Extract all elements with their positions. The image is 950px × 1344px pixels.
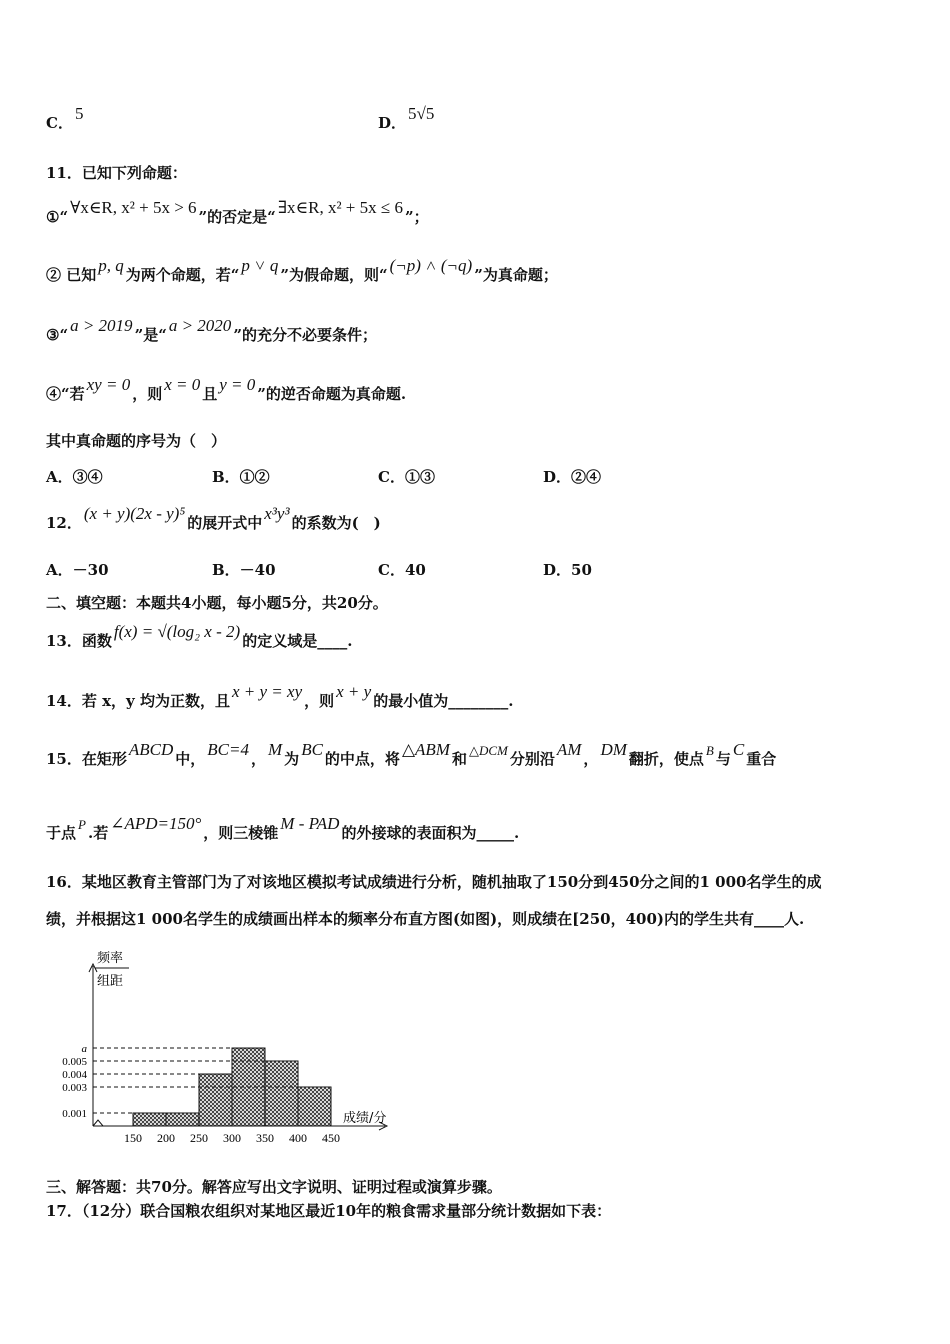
x-tick-label: 450 bbox=[322, 1131, 340, 1145]
histogram-bar bbox=[133, 1113, 166, 1126]
q16-line-2: 绩，并根据这1 000名学生的成绩画出样本的频率分布直方图(如图)，则成绩在[250，400)内的学生共有____人. bbox=[46, 910, 805, 928]
q13-stem: 13．函数 f(x) = √(log₂ x - 2) 的定义域是____. bbox=[46, 622, 353, 650]
q12-option-b: B．－40 bbox=[212, 561, 276, 579]
q12-option-a: A．－30 bbox=[46, 561, 109, 579]
y-tick-label: 0.004 bbox=[62, 1069, 87, 1081]
q11-proposition-2: ② 已知 p, q 为两个命题，若“ p ˅ q ”为假命题，则“ (¬p) ˄ (¬q) ”为真命题； bbox=[46, 256, 558, 284]
q11-option-a: A．③④ bbox=[46, 468, 103, 486]
q10-option-d: D． 5√5 bbox=[378, 104, 435, 132]
y-axis-title-bottom: 组距 bbox=[97, 974, 124, 989]
q17-stem: 17．（12分）联合国粮农组织对某地区最近10年的粮食需求量部分统计数据如下表： bbox=[46, 1202, 612, 1220]
q14-stem: 14．若 x，y 均为正数，且 x + y = xy ，则 x + y 的最小值为________. bbox=[46, 682, 514, 710]
x-tick-label: 150 bbox=[124, 1131, 142, 1145]
y-axis-title-top: 频率 bbox=[97, 951, 124, 966]
y-tick-label: 0.003 bbox=[62, 1082, 87, 1094]
q12-stem: 12． (x + y)(2x - y)⁵ 的展开式中 x³y³ 的系数为( ) bbox=[46, 504, 381, 532]
y-tick-label: 0.001 bbox=[62, 1108, 87, 1120]
section-3-heading: 三、解答题：共70分。解答应写出文字说明、证明过程或演算步骤。 bbox=[46, 1178, 502, 1196]
axis-break-mark bbox=[93, 1120, 109, 1126]
q11-proposition-3: ③“ a > 2019 ”是“ a > 2020 ”的充分不必要条件； bbox=[46, 316, 377, 344]
x-axis-title: 成绩/分 bbox=[343, 1111, 387, 1126]
q12-option-c: C．40 bbox=[378, 561, 426, 579]
q16-line-1: 16．某地区教育主管部门为了对该地区模拟考试成绩进行分析，随机抽取了150分到450分之间的1 000名学生的成 bbox=[46, 873, 822, 891]
section-2-heading: 二、填空题：本题共4小题，每小题5分，共20分。 bbox=[46, 594, 388, 612]
y-tick-label: 0.005 bbox=[62, 1056, 87, 1068]
q10-option-c: C． 5 bbox=[46, 104, 84, 132]
q11-option-d: D．②④ bbox=[543, 468, 602, 486]
histogram-bar bbox=[265, 1061, 298, 1126]
x-tick-label: 250 bbox=[190, 1131, 208, 1145]
q15-line-1: 15．在矩形 ABCD 中， BC=4 ， M 为 BC 的中点，将 △ABM 和 △DCM 分别沿 AM ， DM 翻折，使点 B 与 C 重合 bbox=[46, 740, 777, 768]
q11-stem: 11．已知下列命题： bbox=[46, 164, 187, 182]
q11-proposition-4: ④“若 xy = 0 ，则 x = 0 且 y = 0 ”的逆否命题为真命题. bbox=[46, 375, 407, 403]
q15-line-2: 于点 P .若 ∠APD=150° ，则三棱锥 M - PAD 的外接球的表面积为_____. bbox=[46, 814, 520, 842]
frequency-histogram bbox=[45, 948, 405, 1153]
x-tick-label: 300 bbox=[223, 1131, 241, 1145]
q11-ask: 其中真命题的序号为（ ） bbox=[46, 432, 227, 450]
q12-option-d: D．50 bbox=[543, 561, 592, 579]
x-tick-label: 350 bbox=[256, 1131, 274, 1145]
y-tick-label: a bbox=[81, 1043, 87, 1055]
q11-option-c: C．①③ bbox=[378, 468, 435, 486]
histogram-bar bbox=[166, 1113, 199, 1126]
histogram-bar bbox=[199, 1074, 232, 1126]
q11-proposition-1: ①“ ∀x∈R, x² + 5x > 6 ”的否定是“ ∃x∈R, x² + 5x ≤ 6 ”； bbox=[46, 198, 429, 226]
q11-option-b: B．①② bbox=[212, 468, 270, 486]
x-tick-label: 200 bbox=[157, 1131, 175, 1145]
x-tick-label: 400 bbox=[289, 1131, 307, 1145]
histogram-bar bbox=[298, 1087, 331, 1126]
